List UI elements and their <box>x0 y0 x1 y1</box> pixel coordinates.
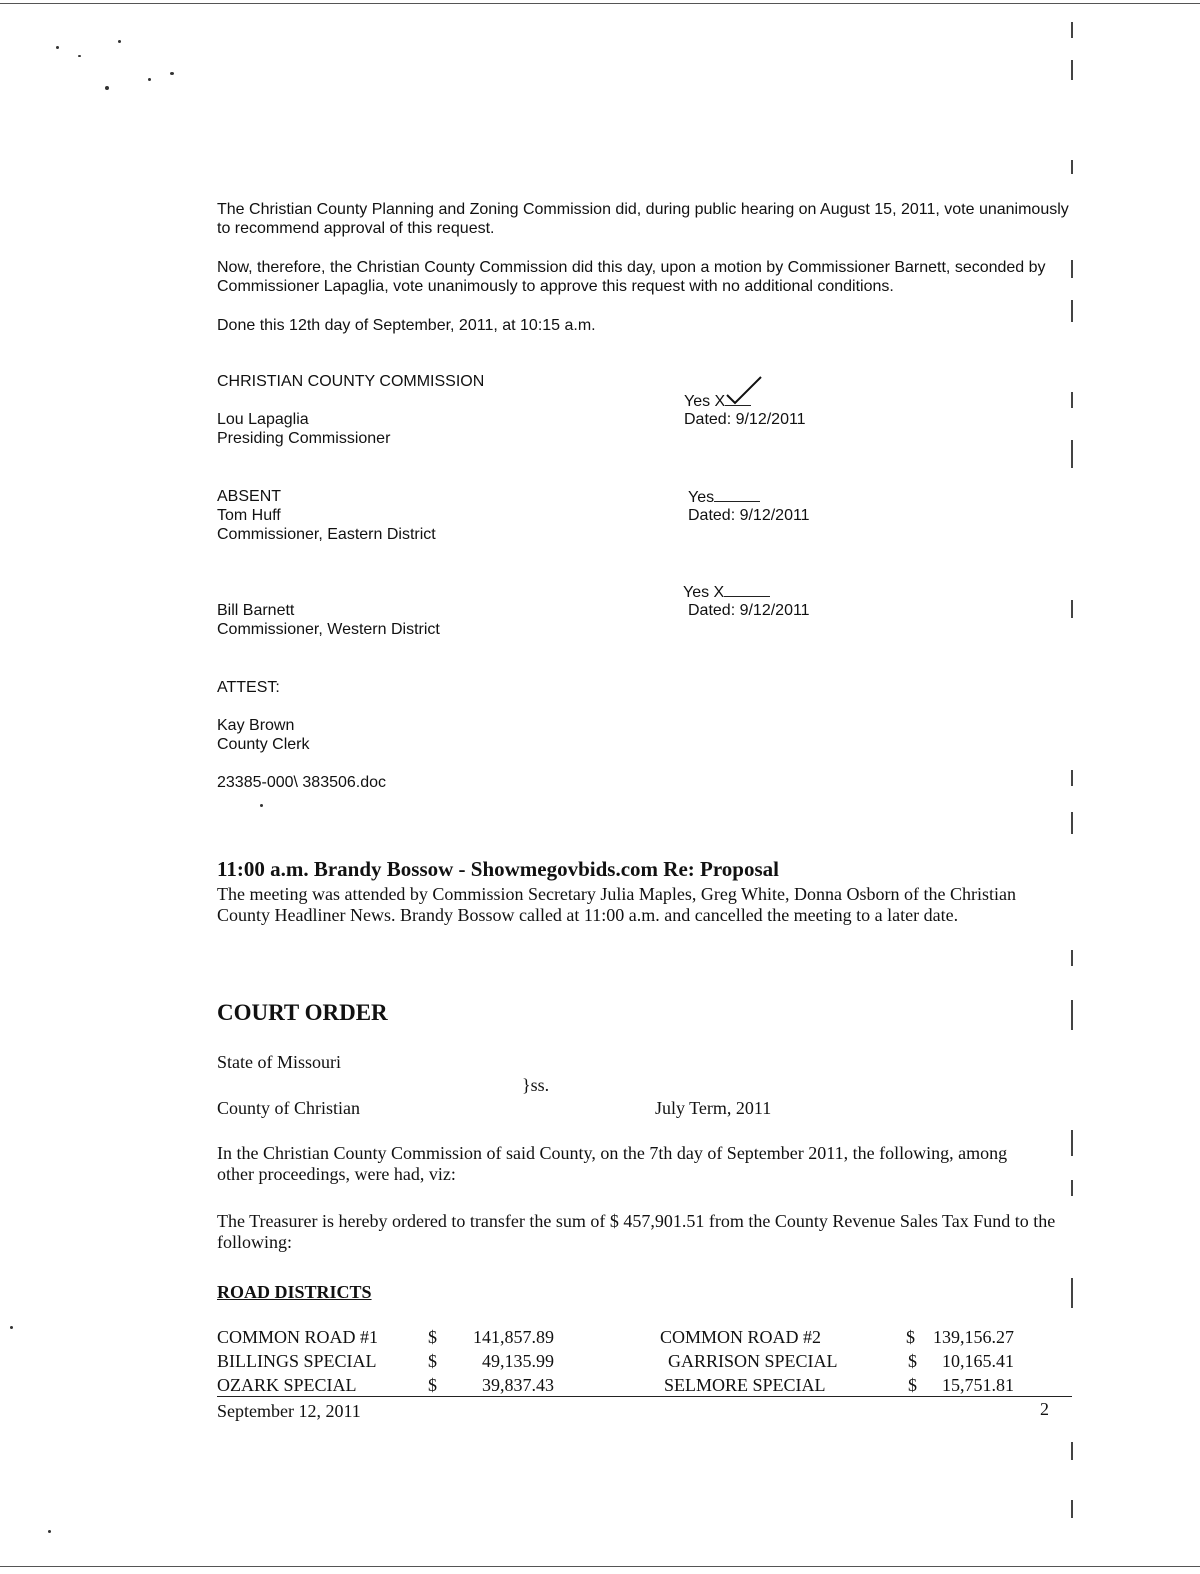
member-dated: Dated: 9/12/2011 <box>684 411 806 428</box>
scan-edge-mark <box>1071 1000 1073 1030</box>
member-name: Lou Lapaglia <box>217 411 309 428</box>
court-transfer: The Treasurer is hereby ordered to transfer the sum of $ 457,901.51 from the County Revenue Sales Tax Fund to the following: <box>217 1211 1056 1252</box>
attest-role: County Clerk <box>217 736 310 753</box>
district-name: GARRISON SPECIAL <box>668 1351 838 1371</box>
vote-blank <box>725 391 751 406</box>
court-intro: In the Christian County Commission of said County, on the 7th day of September 2011, the following, among other proceedings, were had, viz: <box>217 1143 1008 1184</box>
vote-blank <box>724 582 770 597</box>
scan-speck <box>148 78 151 81</box>
scan-edge-mark <box>1071 160 1073 174</box>
scan-edge-mark <box>1071 1442 1073 1460</box>
district-amount: 139,156.27 <box>933 1327 1014 1347</box>
scan-top-edge <box>0 3 1200 4</box>
district-amount: 49,135.99 <box>482 1351 554 1371</box>
member-name: Bill Barnett <box>217 602 295 619</box>
scan-edge-mark <box>1071 22 1073 38</box>
attest-label: ATTEST: <box>217 679 280 696</box>
scan-edge-mark <box>1071 1500 1073 1518</box>
district-name: OZARK SPECIAL <box>217 1375 357 1395</box>
member-vote <box>688 487 760 507</box>
member-vote-label: Yes X <box>684 393 726 410</box>
scan-speck <box>118 40 121 43</box>
member-role: Presiding Commissioner <box>217 430 391 447</box>
court-term: July Term, 2011 <box>655 1098 772 1118</box>
footer-rule <box>217 1396 1072 1397</box>
road-districts-heading: ROAD DISTRICTS <box>217 1282 372 1302</box>
member-vote <box>684 391 751 411</box>
district-name: BILLINGS SPECIAL <box>217 1351 377 1371</box>
meeting-heading: 11:00 a.m. Brandy Bossow - Showmegovbids.com Re: Proposal <box>217 857 779 881</box>
scan-speck <box>10 1326 13 1329</box>
document-reference: 23385-000\ 383506.doc <box>217 774 387 791</box>
scan-edge-mark <box>1071 1278 1073 1308</box>
scan-edge-mark <box>1071 770 1073 786</box>
district-amount: 141,857.89 <box>473 1327 554 1347</box>
scan-bottom-edge <box>0 1566 1200 1567</box>
district-currency: $ <box>908 1351 917 1371</box>
scan-speck <box>260 804 263 807</box>
scan-edge-mark <box>1071 950 1073 966</box>
paragraph-done-date: Done this 12th day of September, 2011, at 10:15 a.m. <box>217 317 596 334</box>
district-amount: 10,165.41 <box>942 1351 1014 1371</box>
member-dated: Dated: 9/12/2011 <box>688 602 810 619</box>
member-vote-label: Yes <box>688 489 715 506</box>
court-state: State of Missouri <box>217 1052 341 1072</box>
scan-speck <box>105 86 109 90</box>
scan-speck <box>56 46 59 49</box>
page-number: 2 <box>1040 1399 1049 1419</box>
district-currency: $ <box>428 1327 437 1347</box>
member-status: ABSENT <box>217 488 282 505</box>
member-dated: Dated: 9/12/2011 <box>688 507 810 524</box>
court-county: County of Christian <box>217 1098 360 1118</box>
scan-edge-mark <box>1071 60 1073 80</box>
scan-edge-mark <box>1071 392 1073 408</box>
vote-blank <box>714 487 760 502</box>
district-amount: 39,837.43 <box>482 1375 554 1395</box>
scan-speck <box>78 55 81 57</box>
scan-edge-mark <box>1071 300 1073 322</box>
district-amount: 15,751.81 <box>942 1375 1014 1395</box>
paragraph-recommendation: The Christian County Planning and Zoning Commission did, during public hearing on August 15, 2011, vote unanimously to recommend approval of this request. <box>217 201 1069 237</box>
meeting-body: The meeting was attended by Commission Secretary Julia Maples, Greg White, Donna Osborn of the Christian County Headliner News. Brandy Bossow called at 11:00 a.m. and cancelled the meeting to a later date. <box>217 884 1016 925</box>
member-vote <box>683 582 770 602</box>
paragraph-approval-vote: Now, therefore, the Christian County Commission did this day, upon a motion by Commissioner Barnett, seconded by Commissioner Lapaglia, vote unanimously to approve this request with no additional conditions. <box>217 259 1046 295</box>
member-role: Commissioner, Eastern District <box>217 526 436 543</box>
scan-speck <box>170 72 174 75</box>
scan-edge-mark <box>1071 812 1073 834</box>
attest-name: Kay Brown <box>217 717 295 734</box>
scan-speck <box>48 1530 51 1533</box>
district-name: SELMORE SPECIAL <box>664 1375 826 1395</box>
member-role: Commissioner, Western District <box>217 621 440 638</box>
district-currency: $ <box>428 1351 437 1371</box>
district-name: COMMON ROAD #1 <box>217 1327 379 1347</box>
scan-edge-mark <box>1071 440 1073 468</box>
district-name: COMMON ROAD #2 <box>660 1327 822 1347</box>
commission-title: CHRISTIAN COUNTY COMMISSION <box>217 373 485 390</box>
court-ss: }ss. <box>522 1075 550 1095</box>
district-currency: $ <box>908 1375 917 1395</box>
court-order-heading: COURT ORDER <box>217 1000 388 1025</box>
scan-edge-mark <box>1071 600 1073 618</box>
footer-date: September 12, 2011 <box>217 1401 361 1421</box>
district-currency: $ <box>906 1327 915 1347</box>
district-currency: $ <box>428 1375 437 1395</box>
scan-edge-mark <box>1071 1180 1073 1196</box>
scan-edge-mark <box>1071 1130 1073 1156</box>
member-vote-label: Yes X <box>683 584 725 601</box>
member-name: Tom Huff <box>217 507 281 524</box>
checkmark-icon <box>721 377 765 405</box>
